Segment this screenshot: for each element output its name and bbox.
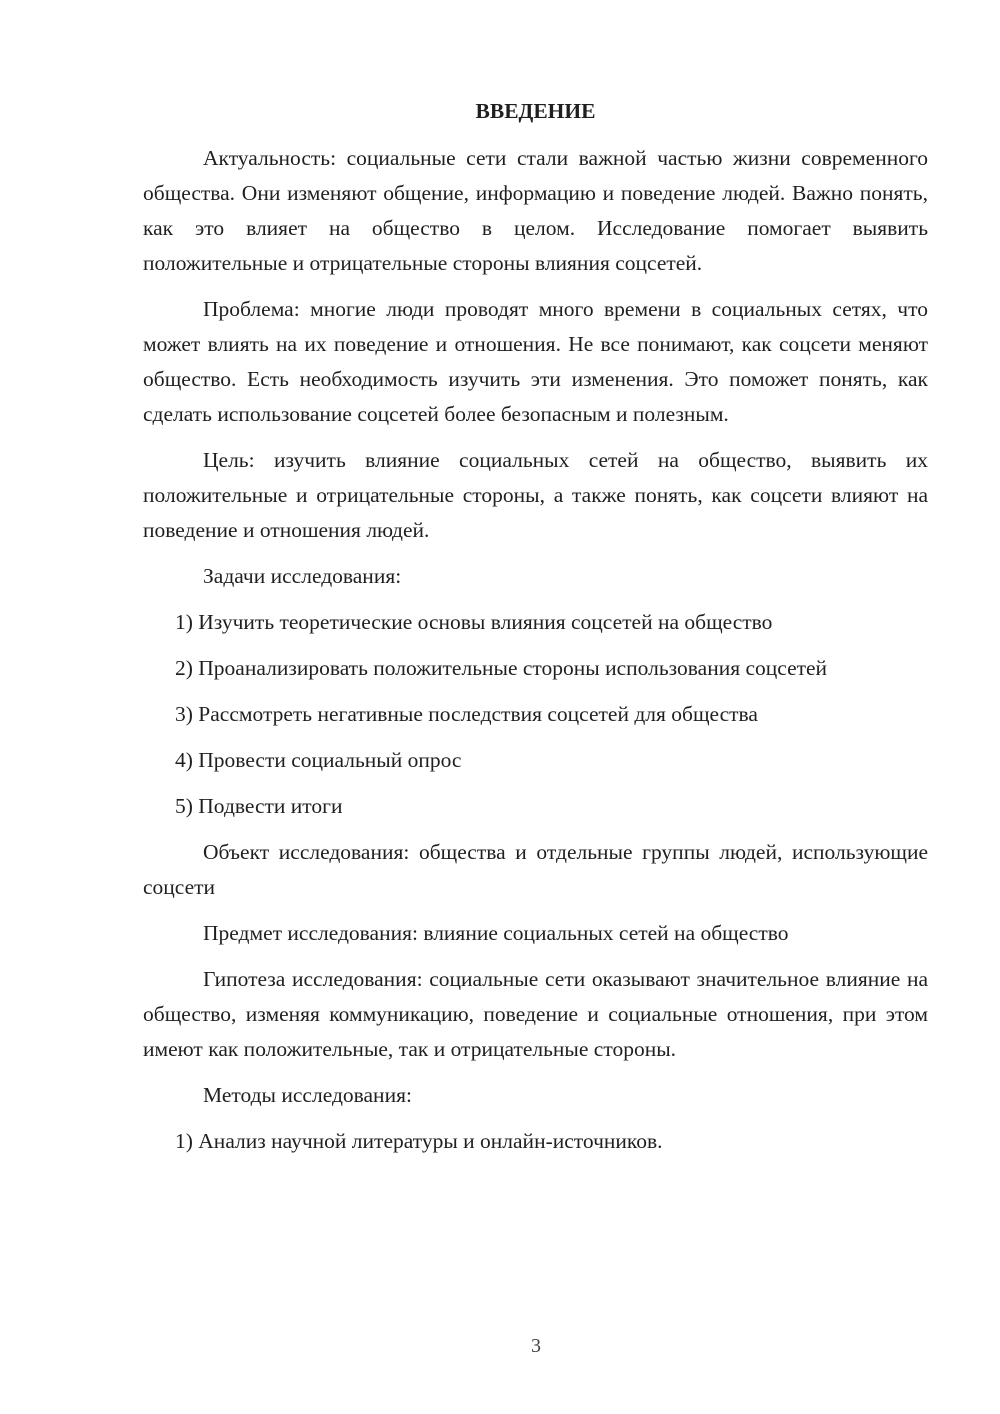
page-number: 3: [531, 1335, 541, 1357]
task-item: 5) Подвести итоги: [175, 794, 343, 818]
task-item: 1) Изучить теоретические основы влияния соцсетей на общество: [175, 610, 773, 634]
subject-paragraph: Предмет исследования: влияние социальных сетей на общество: [203, 921, 789, 945]
object-paragraph: Объект исследования: общества и отдельные группы людей, использующие соцсети: [143, 840, 928, 899]
hypothesis-paragraph: Гипотеза исследования: социальные сети оказывают значительное влияние на общество, изменяя коммуникацию, поведение и социальные отношения, при этом имеют как положительные, так и отрицательные стороны.: [143, 967, 928, 1061]
task-item: 4) Провести социальный опрос: [175, 748, 462, 772]
section-title: ВВЕДЕНИЕ: [475, 99, 596, 123]
goal-paragraph: Цель: изучить влияние социальных сетей на общество, выявить их положительные и отрицательные стороны, а также понять, как соцсети влияют на поведение и отношения людей.: [143, 448, 928, 542]
problem-paragraph: Проблема: многие люди проводят много времени в социальных сетях, что может влиять на их поведение и отношения. Не все понимают, как соцсети меняют общество. Есть необходимость изучить эти изменения. Это поможет понять, как сделать использование соцсетей более безопасным и полезным.: [143, 297, 928, 426]
method-item: 1) Анализ научной литературы и онлайн-источников.: [175, 1129, 663, 1153]
document-page: [143, 94, 928, 1170]
task-item: 2) Проанализировать положительные стороны использования соцсетей: [175, 656, 828, 680]
relevance-paragraph: Актуальность: социальные сети стали важной частью жизни современного общества. Они изменяют общение, информацию и поведение людей. Важно понять, как это влияет на общество в целом. Исследование помогает выявить положительные и отрицательные стороны влияния соцсетей.: [143, 146, 928, 275]
tasks-heading: Задачи исследования:: [203, 564, 402, 588]
task-item: 3) Рассмотреть негативные последствия соцсетей для общества: [175, 702, 758, 726]
methods-heading: Методы исследования:: [203, 1083, 412, 1107]
